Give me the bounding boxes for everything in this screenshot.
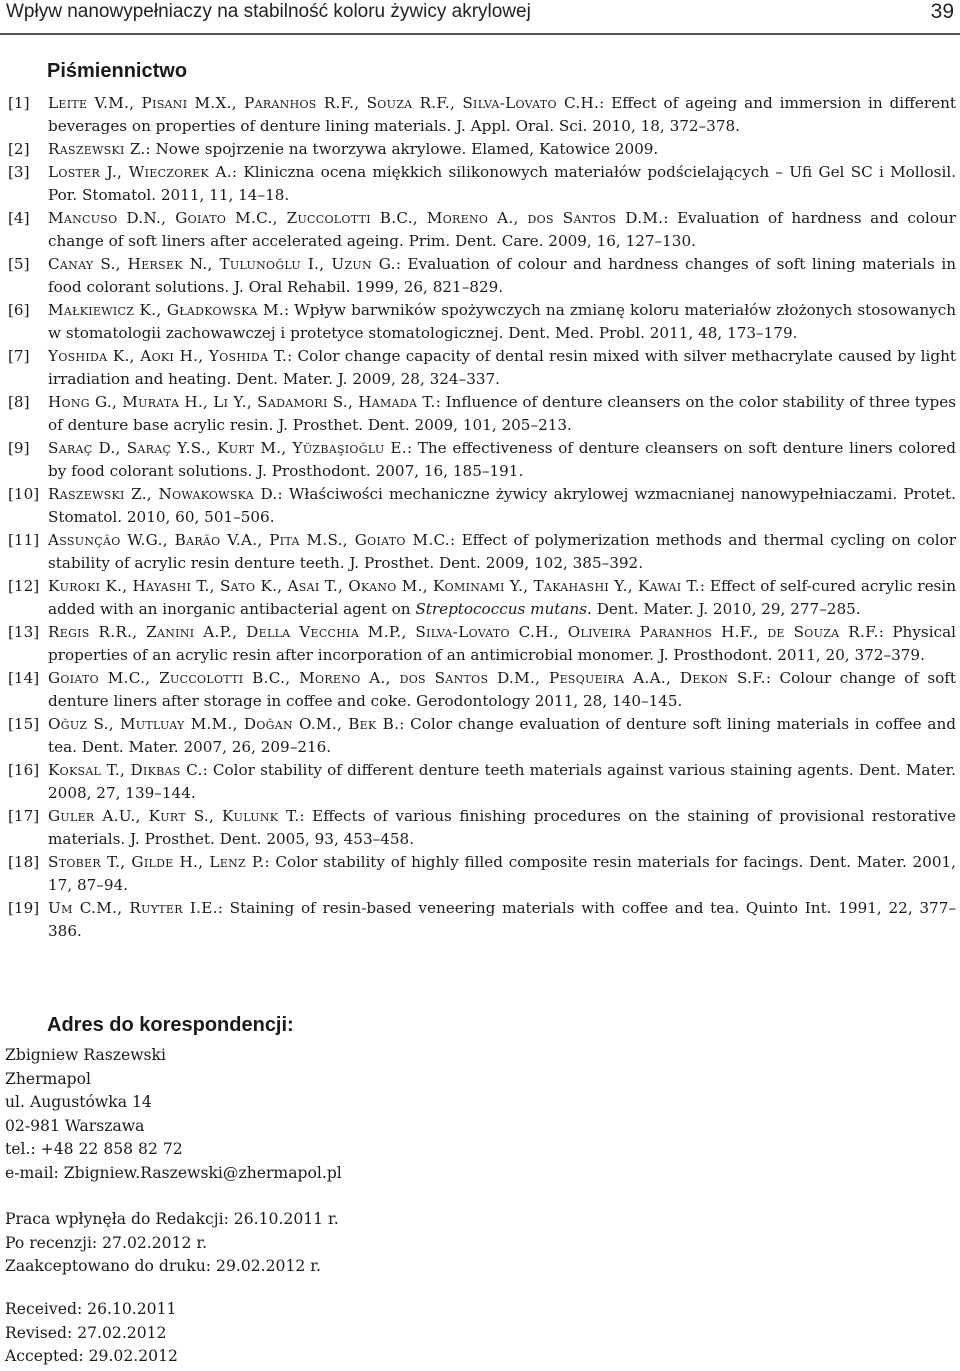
date-revised-pl: Po recenzji: 27.02.2012 r. — [5, 1233, 208, 1252]
reference-item — [8, 299, 956, 345]
reference-number: [16] — [8, 761, 40, 779]
reference-item — [8, 138, 956, 161]
reference-item — [8, 621, 956, 667]
reference-text: : Właściwości mechaniczne żywicy akrylowej wzmacnianej nanowypełniaczami. Protet. Stomatol. 2010, 60, 501–506. — [48, 485, 956, 526]
address-line: ul. Augustówka 14 — [5, 1093, 152, 1111]
reference-number: [10] — [8, 485, 40, 503]
email-line: e-mail: Zbigniew.Raszewski@zhermapol.pl — [5, 1163, 342, 1182]
date-received: Received: 26.10.2011 — [5, 1300, 177, 1318]
reference-authors: Hong G., Murata H., Li Y., Sadamori S., Hamada T. — [48, 393, 436, 411]
reference-number: [19] — [8, 899, 40, 917]
reference-text: : Physical properties of an acrylic resin after incorporation of an antimicrobial monomer. J. Prosthodont. 2011, 20, 372–379. — [48, 623, 956, 664]
reference-italic-text: Streptococcus mutans — [415, 600, 588, 618]
reference-authors: Koksal T., Dikbas C. — [48, 761, 203, 779]
reference-item — [8, 207, 956, 253]
reference-text: : Kliniczna ocena miękkich silikonowych materiałów podścielających – Ufi Gel SC i Mollosil. Por. Stomatol. 2011, 11, 14–18. — [48, 163, 957, 204]
reference-item — [8, 805, 956, 851]
reference-text: : Colour change of soft denture liners after storage in coffee and coke. Gerodontology 2011, 28, 140–145. — [48, 669, 956, 710]
reference-authors: Małkiewicz K., Gładkowska M. — [48, 301, 284, 319]
reference-authors: Canay S., Hersek N., Tulunoğlu I., Uzun G. — [48, 255, 396, 273]
reference-text: : Evaluation of hardness and colour change of soft liners after accelerated ageing. Prim. Dent. Care. 2009, 16, 127–130. — [48, 209, 957, 250]
reference-item — [8, 667, 956, 713]
reference-authors: Goiato M.C., Zuccolotti B.C., Moreno A., dos Santos D.M., Pesqueira A.A., Dekon S.F. — [48, 669, 766, 687]
reference-item — [8, 437, 956, 483]
date-accepted-pl: Zaakceptowano do druku: 29.02.2012 r. — [5, 1257, 321, 1275]
reference-text: : Color stability of highly filled composite resin materials for facings. Dent. Mater. 2001, 17, 87–94. — [48, 853, 956, 894]
reference-text: : Influence of denture cleansers on the color stability of three types of denture base acrylic resin. J. Prosthet. Dent. 2009, 101, 205–213. — [48, 393, 956, 434]
reference-authors: Regis R.R., Zanini A.P., Della Vecchia M.P., Silva-Lovato C.H., Oliveira Paranhos H.F., de Souza R.F. — [48, 623, 879, 641]
reference-number: [14] — [8, 669, 40, 687]
reference-item — [8, 391, 956, 437]
reference-number: [1] — [8, 94, 30, 112]
reference-authors: Oğuz S., Mutluay M.M., Doğan O.M., Bek B. — [48, 715, 400, 733]
reference-item — [8, 897, 956, 943]
reference-text: . Dent. Mater. J. 2010, 29, 277–285. — [587, 600, 861, 618]
reference-authors: Loster J., Wieczorek A. — [48, 163, 232, 181]
reference-authors: Guler A.U., Kurt S., Kulunk T. — [48, 807, 300, 825]
reference-authors: Assunção W.G., Barão V.A., Pita M.S., Goiato M.C. — [48, 531, 450, 549]
reference-number: [7] — [8, 347, 30, 365]
phone-line: tel.: +48 22 858 82 72 — [5, 1140, 183, 1158]
dates-polish — [5, 1208, 339, 1279]
running-header — [0, 0, 960, 35]
correspondence-address — [5, 1044, 342, 1185]
reference-item — [8, 851, 956, 897]
reference-text: : Nowe spojrzenie na tworzywa akrylowe. Elamed, Katowice 2009. — [145, 140, 659, 158]
running-title: Wpływ nanowypełniaczy na stabilność koloru żywicy akrylowej — [6, 1, 531, 22]
address-line: 02-981 Warszawa — [5, 1116, 145, 1135]
reference-number: [11] — [8, 531, 40, 549]
reference-authors: Saraç D., Saraç Y.S., Kurt M., Yüzbaşioğlu E. — [48, 439, 407, 457]
reference-number: [18] — [8, 853, 40, 871]
reference-text: : Staining of resin-based veneering materials with coffee and tea. Quinto Int. 1991, 22, 377–386. — [48, 899, 956, 940]
section-title: Piśmiennictwo — [47, 60, 188, 82]
reference-number: [3] — [8, 163, 30, 181]
reference-authors: Stober T., Gilde H., Lenz P. — [48, 853, 265, 871]
reference-item — [8, 759, 956, 805]
reference-item — [8, 345, 956, 391]
reference-authors: Leite V.M., Pisani M.X., Paranhos R.F., Souza R.F., Silva-Lovato C.H. — [48, 94, 600, 112]
dates-english — [5, 1298, 178, 1369]
reference-number: [8] — [8, 393, 30, 411]
reference-text: : The effectiveness of denture cleansers on soft denture liners colored by food colorant solutions. J. Prosthodont. 2007, 16, 185–191. — [48, 439, 956, 480]
reference-authors: Mancuso D.N., Goiato M.C., Zuccolotti B.C., Moreno A., dos Santos D.M. — [48, 209, 664, 227]
reference-number: [9] — [8, 439, 30, 457]
date-accepted: Accepted: 29.02.2012 — [5, 1347, 178, 1365]
reference-text: : Effect of self-cured acrylic resin added with an inorganic antibacterial agent on — [48, 577, 956, 618]
reference-text: : Color change evaluation of denture soft lining materials in coffee and tea. Dent. Mater. 2007, 26, 209–216. — [48, 715, 956, 756]
reference-number: [6] — [8, 301, 30, 319]
reference-authors: Yoshida K., Aoki H., Yoshida T. — [48, 347, 288, 365]
reference-text: : Effect of ageing and immersion in different beverages on properties of denture lining materials. J. Appl. Oral. Sci. 2010, 18, 372–378. — [48, 94, 956, 135]
reference-item — [8, 575, 956, 621]
reference-item — [8, 92, 956, 138]
reference-text: : Wpływ barwników spożywczych na zmianę koloru materiałów złożonych stosowanych w stomatologii zachowawczej i protetyce stomatologicznej. Dent. Med. Probl. 2011, 48, 173–179. — [48, 301, 957, 342]
reference-text: : Color change capacity of dental resin mixed with silver methacrylate caused by light irradiation and heating. Dent. Mater. J. 2009, 28, 324–337. — [48, 347, 956, 388]
reference-number: [13] — [8, 623, 40, 641]
reference-text: : Effects of various finishing procedures on the staining of provisional restorative materials. J. Prosthet. Dent. 2005, 93, 453–458. — [48, 807, 957, 848]
reference-authors: Um C.M., Ruyter I.E. — [48, 899, 218, 917]
reference-authors: Raszewski Z., Nowakowska D. — [48, 485, 278, 503]
reference-text: : Effect of polymerization methods and thermal cycling on color stability of acrylic resin denture teeth. J. Prosthet. Dent. 2009, 102, 385–392. — [48, 531, 957, 572]
reference-authors: Raszewski Z. — [48, 140, 146, 158]
reference-item — [8, 713, 956, 759]
reference-number: [17] — [8, 807, 40, 825]
correspondence-title: Adres do korespondencji: — [47, 1014, 294, 1036]
reference-number: [15] — [8, 715, 40, 733]
reference-number: [2] — [8, 140, 30, 158]
reference-authors: Kuroki K., Hayashi T., Sato K., Asai T., Okano M., Kominami Y., Takahashi Y., Kawai T. — [48, 577, 700, 595]
reference-item — [8, 529, 956, 575]
reference-number: [5] — [8, 255, 30, 273]
reference-item — [8, 161, 956, 207]
reference-item — [8, 253, 956, 299]
reference-text: : Color stability of different denture teeth materials against various staining agents. Dent. Mater. 2008, 27, 139–144. — [48, 761, 956, 802]
reference-list — [8, 92, 956, 943]
address-line: Zbigniew Raszewski — [5, 1046, 166, 1064]
date-revised: Revised: 27.02.2012 — [5, 1323, 167, 1342]
page-number: 39 — [930, 0, 954, 23]
date-received-pl: Praca wpłynęła do Redakcji: 26.10.2011 r. — [5, 1210, 339, 1228]
reference-item — [8, 483, 956, 529]
reference-number: [4] — [8, 209, 30, 227]
reference-text: : Evaluation of colour and hardness changes of soft lining materials in food colorant solutions. J. Oral Rehabil. 1999, 26, 821–829. — [48, 255, 956, 296]
reference-number: [12] — [8, 577, 40, 595]
address-line: Zhermapol — [5, 1069, 92, 1088]
